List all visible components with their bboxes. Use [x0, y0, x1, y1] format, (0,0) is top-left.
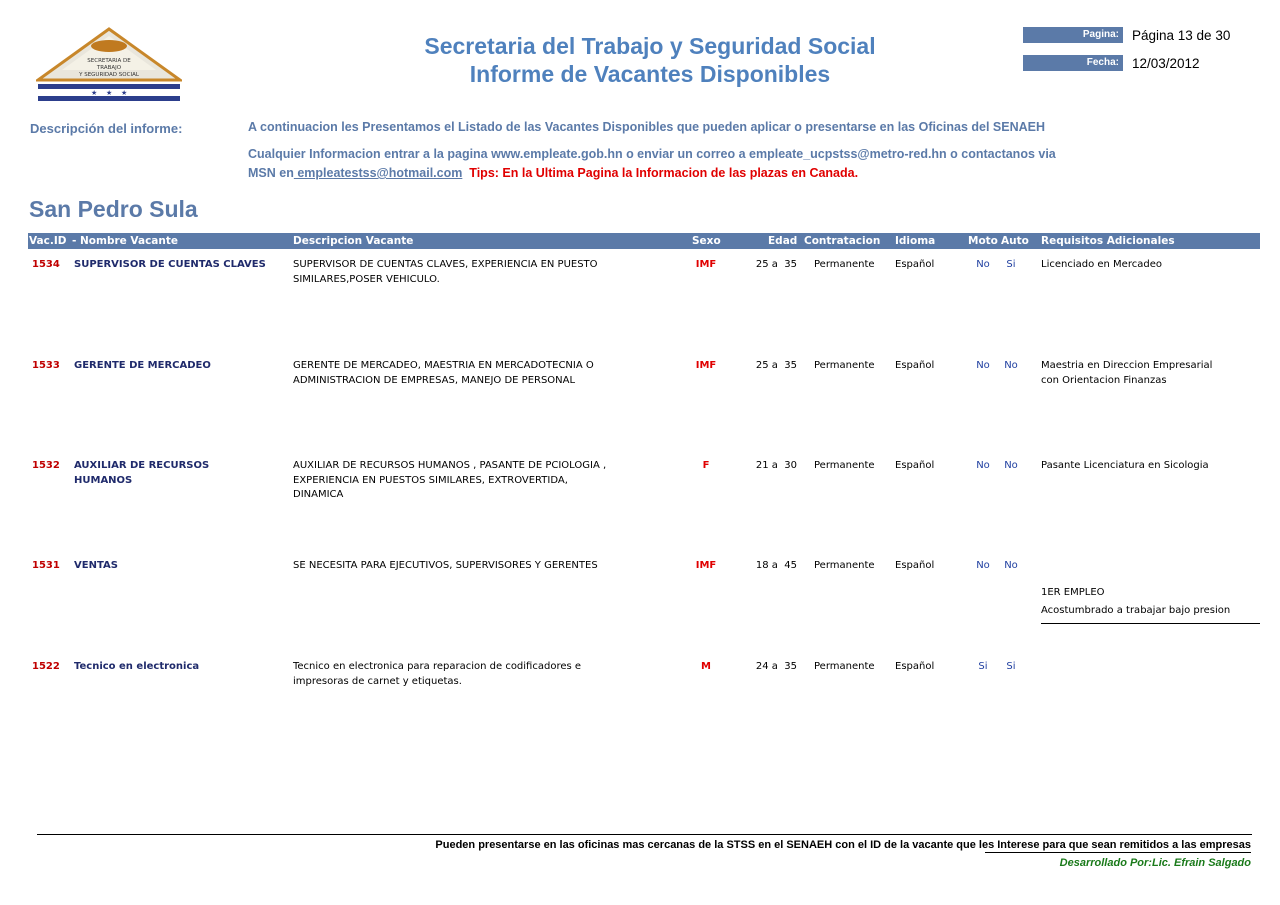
vacancy-description: GERENTE DE MERCADEO, MAESTRIA EN MERCADOTECNIA O ADMINISTRACION DE EMPRESAS, MANEJO DE PERSONAL — [293, 360, 594, 386]
footer-underline — [985, 852, 1251, 853]
vacancy-idioma: Español — [895, 360, 935, 371]
page-label: Pagina: — [1023, 27, 1123, 43]
vacancy-name: Tecnico en electronica — [74, 661, 200, 672]
vacancy-requisitos: Maestria en Direccion Empresarial con Orientacion Finanzas — [1041, 360, 1213, 386]
vacancy-id: 1532 — [32, 460, 60, 471]
vacancy-contratacion: Permanente — [814, 360, 875, 371]
report-date: 12/03/2012 — [1132, 56, 1200, 71]
vacancy-edad: 21 a 30 — [755, 460, 797, 471]
svg-text:★: ★ — [91, 89, 98, 97]
col-sexo: Sexo — [692, 235, 721, 247]
vacancy-contratacion: Permanente — [814, 560, 875, 571]
col-descr: Descripcion Vacante — [293, 235, 414, 247]
vacancy-id: 1522 — [32, 661, 60, 672]
vacancy-moto: No — [976, 460, 990, 471]
vacancy-description: SUPERVISOR DE CUENTAS CLAVES, EXPERIENCIA EN PUESTO SIMILARES,POSER VEHICULO. — [293, 259, 598, 285]
vacancy-auto: No — [1004, 460, 1018, 471]
description-line-1: A continuacion les Presentamos el Listado de las Vacantes Disponibles que pueden aplicar o presentarse en las Oficinas del SENAEH — [248, 120, 1046, 134]
svg-text:★: ★ — [106, 89, 113, 97]
vacancy-moto: No — [976, 560, 990, 571]
vacancy-auto: Si — [1006, 259, 1016, 270]
msn-prefix: MSN en — [248, 166, 294, 180]
vacancy-description: AUXILIAR DE RECURSOS HUMANOS , PASANTE DE PCIOLOGIA , EXPERIENCIA EN PUESTOS SIMILARES, EXTROVERTIDA, DINAMICA — [293, 460, 607, 500]
vacancy-name: GERENTE DE MERCADEO — [74, 360, 211, 371]
date-label: Fecha: — [1023, 55, 1123, 71]
tips-text: Tips: En la Ultima Pagina la Informacion de las plazas en Canada. — [469, 166, 859, 180]
vacancy-idioma: Español — [895, 460, 935, 471]
extra-requisito: 1ER EMPLEO — [1041, 587, 1105, 598]
vacancy-contratacion: Permanente — [814, 460, 875, 471]
col-idioma: Idioma — [895, 235, 936, 247]
vacancy-auto: No — [1004, 360, 1018, 371]
vacancy-sexo: IMF — [695, 259, 717, 270]
vacancy-requisitos: Licenciado en Mercadeo — [1041, 259, 1162, 270]
description-label: Descripción del informe: — [30, 121, 183, 136]
vacancy-requisitos: Pasante Licenciatura en Sicologia — [1041, 460, 1209, 471]
vacancy-edad: 24 a 35 — [755, 661, 797, 672]
col-requisitos: Requisitos Adicionales — [1041, 235, 1175, 247]
vacancy-description: SE NECESITA PARA EJECUTIVOS, SUPERVISORES Y GERENTES — [293, 560, 598, 571]
col-edad: Edad — [768, 235, 798, 247]
vacancy-contratacion: Permanente — [814, 259, 875, 270]
vacancy-edad: 25 a 35 — [755, 259, 797, 270]
vacancy-idioma: Español — [895, 661, 935, 672]
description-line-3 — [248, 166, 858, 180]
report-title: Secretaria del Trabajo y Seguridad Social — [424, 33, 876, 59]
vacancy-id: 1531 — [32, 560, 60, 571]
col-id: Vac.ID — [29, 235, 67, 247]
vacancy-idioma: Español — [895, 560, 935, 571]
vacancy-name: VENTAS — [74, 560, 118, 571]
divider — [1041, 623, 1260, 624]
vacancy-contratacion: Permanente — [814, 661, 875, 672]
vacancy-sexo: M — [701, 661, 711, 672]
svg-text:TRABAJO: TRABAJO — [96, 65, 122, 71]
col-contratacion: Contratacion — [804, 235, 881, 247]
vacancy-edad: 18 a 45 — [755, 560, 797, 571]
footer-divider — [37, 834, 1252, 835]
vacancy-auto: No — [1004, 560, 1018, 571]
vacancy-name: SUPERVISOR DE CUENTAS CLAVES — [74, 259, 266, 270]
vacancy-auto: Si — [1006, 661, 1016, 672]
vacancy-edad: 25 a 35 — [755, 360, 797, 371]
vacancy-name: AUXILIAR DE RECURSOS HUMANOS — [74, 460, 210, 486]
col-moto: Moto — [968, 235, 998, 247]
extra-requisito: Acostumbrado a trabajar bajo presion — [1041, 605, 1231, 616]
vacancy-sexo: IMF — [695, 360, 717, 371]
col-name: - Nombre Vacante — [72, 235, 178, 247]
vacancy-id: 1534 — [32, 259, 60, 270]
city-heading: San Pedro Sula — [29, 196, 198, 222]
col-auto: Auto — [1001, 235, 1029, 247]
svg-text:SECRETARIA DE: SECRETARIA DE — [87, 58, 131, 64]
page-number: Página 13 de 30 — [1132, 28, 1231, 43]
vacancy-sexo: F — [702, 460, 710, 471]
vacancy-sexo: IMF — [695, 560, 717, 571]
vacancy-moto: No — [976, 259, 990, 270]
svg-text:★: ★ — [121, 89, 128, 97]
vacancy-id: 1533 — [32, 360, 60, 371]
svg-text:Y SEGURIDAD SOCIAL: Y SEGURIDAD SOCIAL — [79, 72, 139, 78]
footer-note: Pueden presentarse en las oficinas mas cercanas de la STSS en el SENAEH con el ID de la vacante que les Interese para que sean remitidos a las empresas — [435, 839, 1251, 851]
vacancy-idioma: Español — [895, 259, 935, 270]
vacancy-moto: Si — [978, 661, 988, 672]
msn-email-link[interactable]: empleatestss@hotmail.com — [293, 166, 463, 180]
stss-logo — [36, 26, 182, 102]
vacancy-description: Tecnico en electronica para reparacion de codificadores e impresoras de carnet y etiquetas. — [293, 661, 582, 687]
footer-credit: Desarrollado Por:Lic. Efrain Salgado — [1059, 857, 1251, 869]
vacancy-moto: No — [976, 360, 990, 371]
report-subtitle: Informe de Vacantes Disponibles — [469, 61, 831, 87]
description-line-2: Cualquier Informacion entrar a la pagina www.empleate.gob.hn o enviar un correo a empleate_ucpstss@metro-red.hn o contactanos via — [248, 147, 1056, 161]
